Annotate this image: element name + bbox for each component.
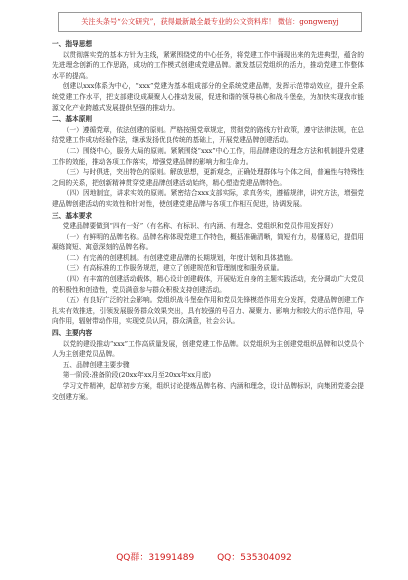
paragraph: （一）遵循党章，依法创建的原则。严格按照党章规定，贯彻党的路线方针政策，遵守法律法规，在总结党建工作成功经验作法，继承发扬优良传统的基础上，开展党建品牌创建活动。 xyxy=(52,125,364,145)
paragraph: （三）有高标准的工作服务规范，建立了创建规范和管理制度和服务质量。 xyxy=(62,264,284,273)
document-body xyxy=(52,38,364,402)
banner-notice: 关注头条号“公文研究”，获得最新最全最专业的公文资料库！ 微信：gongwenyj xyxy=(58,12,362,32)
paragraph: （四）因地制宜，讲求实效的原则。紧密结合xxx支部实际，求真务实，遵循规律，讲究方法，增强党建品牌创建活动的实效性和针对性，使创建党建品牌与各项工作相互促进，协调发展。 xyxy=(52,189,364,208)
footer-contact xyxy=(0,550,408,566)
paragraph: （二）有完善的创建机制。有创建党建品牌的长期规划，年度计划和具体措施。 xyxy=(62,253,297,262)
section-heading-5: 五、品牌创建主要步骤 xyxy=(62,360,130,369)
qq-contact-label: QQ：535304092 xyxy=(217,553,292,563)
paragraph: 以贯彻落实党的基本方针为主线，紧紧围绕党的中心任务，将党建工作中涌现出来的先进典型，蕴含的先进理念创新的工作思路，成功的工作模式创建成党建品牌。激发基层党组织的活力，推动党建工作整体水平的提高。 xyxy=(52,50,364,80)
paragraph: 党建品牌要做到“四有一好”（有名称、有标识、有内涵、有理念、党组织和党员作用发挥好） xyxy=(62,222,338,231)
paragraph: （一）有鲜明的品牌名称。品牌名称体现党建工作特色，概括准确清晰，简短有力，易懂易记，提倡用凝练简短、寓意深刻的品牌名称。 xyxy=(52,232,364,252)
paragraph: （三）与时俱进，突出特色的原则。解放思想，更新观念，正确处理群体与个体之间，普遍性与特殊性之间的关系，把创新精神贯穿党建品牌创建活动始终，精心塑造党建品牌特色。 xyxy=(52,168,364,187)
qq-group-label: QQ群：31991489 xyxy=(116,553,195,563)
paragraph: 学习文件精神，起草初步方案，组织讨论提炼品牌名称、内涵和理念，设计品牌标识，向集团党委会提交创建方案。 xyxy=(52,382,364,401)
paragraph: （二）围绕中心，服务大局的原则。紧紧围绕“xxx”中心工作，用品牌建设的理念方法和机制提升党建工作的效能，推动各项工作落实，增强党建品牌的影响力和生命力。 xyxy=(52,146,364,166)
paragraph: 以党的建设推动“xxx”工作高质量发展，创建党建工作品牌。以党组织为主创建党组织品牌和以党员个人为主创建党员品牌。 xyxy=(52,339,364,359)
paragraph: 第一阶段:准备阶段(20xx年xx月至20xx年xx月底) xyxy=(62,371,212,380)
paragraph: 创建以xxx体系为中心，“xxx”党建为基本组成部分的全系统党建品牌，发挥示范带动效应，提升全系统党建工作水平，把支部建设成凝聚人心推动发展，促进和谐的领导核心和战斗堡垒，为加快实现我市能源文化产业跨越式发展提供坚强的推动力。 xyxy=(52,82,364,112)
paragraph: （五）有良好广泛的社会影响。党组织战斗堡垒作用和党员先锋模范作用充分发挥，党建品牌创建工作扎实有效推进，引领发展服务群众效果突出，具有较强的号召力、凝聚力、影响力和较大的示范作用，导向作用，辐射带动作用，实现党员认同，群众满意，社会公认。 xyxy=(52,296,364,326)
section-heading-2: 二、基本原则 xyxy=(52,115,93,124)
section-heading-4: 四、主要内容 xyxy=(52,329,93,338)
paragraph: （四）有丰富的创建活动载体，精心设计创建载体，开展贴近自身的主题实践活动，充分调动广大党员的积极性和创造性，党员满意参与群众积极支持创建活动。 xyxy=(52,275,364,294)
section-heading-3: 三、基本要求 xyxy=(52,211,93,220)
section-heading-1: 一、指导思想 xyxy=(52,40,93,48)
